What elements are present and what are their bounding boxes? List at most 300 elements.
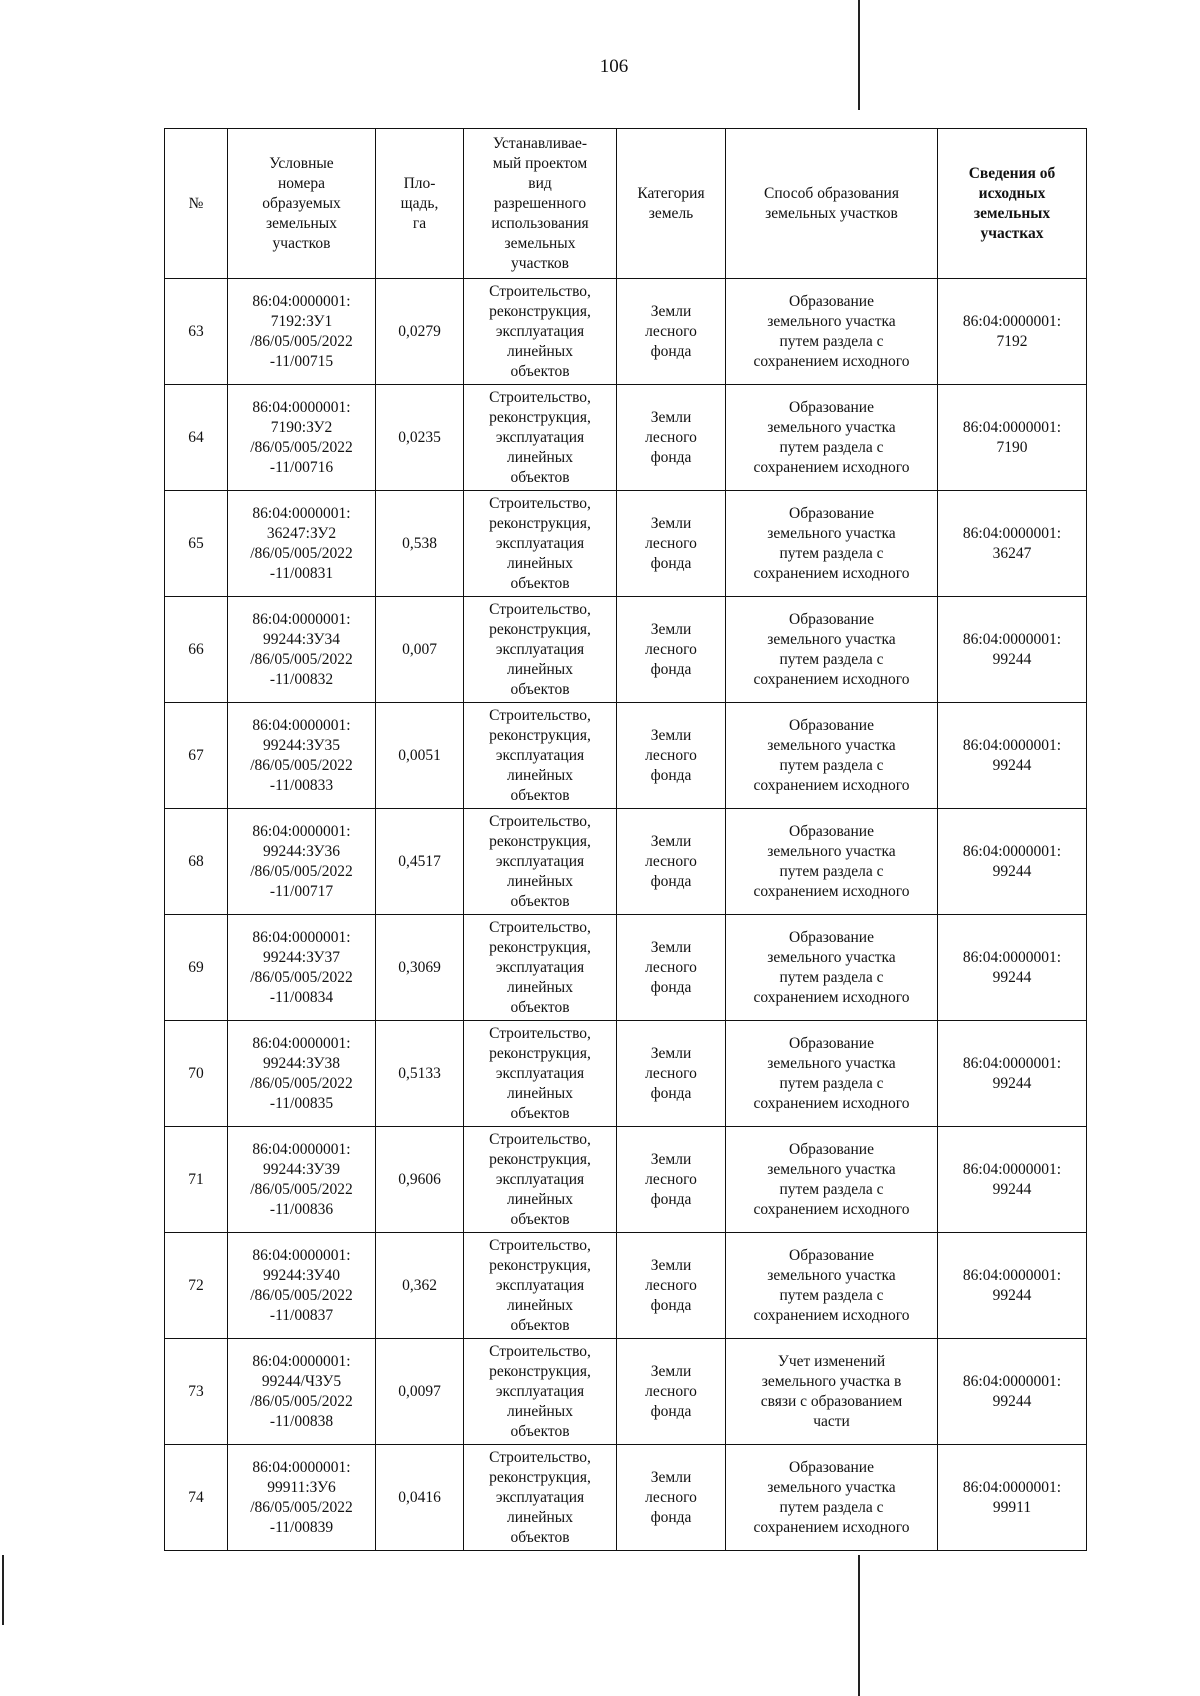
cell-line: Образование — [789, 1458, 874, 1476]
cell-land-category — [617, 1233, 726, 1339]
cell-conditional-number — [228, 1021, 376, 1127]
cell-line: лесного — [645, 428, 697, 446]
table-row — [165, 915, 1087, 1021]
cell-line: эксплуатация — [495, 1382, 585, 1400]
cell-line: использования — [491, 214, 589, 232]
cell-line: 86:04:0000001: — [962, 524, 1062, 542]
cell-line: лесного — [645, 958, 697, 976]
cell-line: Образование — [789, 1246, 874, 1264]
cell-number: 72 — [165, 1233, 228, 1339]
cell-area: 0,0416 — [376, 1445, 464, 1551]
cell-source-parcel — [938, 385, 1087, 491]
land-parcels-table — [164, 128, 1087, 1551]
cell-line: фонда — [650, 1190, 692, 1208]
cell-line: земельных — [266, 214, 337, 232]
cell-number: 74 — [165, 1445, 228, 1551]
cell-line: линейных — [507, 342, 573, 360]
cell-line: фонда — [650, 1296, 692, 1314]
cell-line: 99244 — [992, 1074, 1032, 1092]
cell-line: лесного — [645, 534, 697, 552]
table-row — [165, 491, 1087, 597]
cell-line: -11/00834 — [269, 988, 334, 1006]
cell-line: 86:04:0000001: — [962, 312, 1062, 330]
cell-line: Земли — [650, 938, 692, 956]
cell-line: Земли — [650, 302, 692, 320]
cell-line: щадь, — [400, 194, 439, 212]
cell-line: 99244:ЗУ37 — [263, 948, 340, 966]
cell-area: 0,362 — [376, 1233, 464, 1339]
cell-land-category — [617, 809, 726, 915]
cell-conditional-number — [228, 491, 376, 597]
cell-line: 86:04:0000001: — [962, 1478, 1062, 1496]
cell-line: 86:04:0000001: — [252, 504, 351, 522]
cell-line: земельного участка — [767, 524, 896, 542]
cell-line: 7192 — [996, 332, 1028, 350]
cell-conditional-number — [228, 385, 376, 491]
cell-conditional-number — [228, 597, 376, 703]
cell-line: сохранением исходного — [753, 352, 910, 370]
header-conditional-numbers — [228, 129, 376, 279]
cell-land-category — [617, 1445, 726, 1551]
cell-line: вид — [528, 174, 552, 192]
cell-formation-method — [726, 915, 938, 1021]
cell-line: /86/05/005/2022 — [250, 862, 353, 880]
cell-formation-method — [726, 597, 938, 703]
header-formation-method — [726, 129, 938, 279]
cell-line: /86/05/005/2022 — [250, 332, 353, 350]
cell-conditional-number — [228, 703, 376, 809]
cell-line: Земли — [650, 726, 692, 744]
cell-line: эксплуатация — [495, 958, 585, 976]
cell-number: 70 — [165, 1021, 228, 1127]
cell-line: сохранением исходного — [753, 988, 910, 1006]
cell-source-parcel — [938, 1021, 1087, 1127]
cell-line: Устанавливае- — [492, 134, 588, 152]
cell-land-category — [617, 1021, 726, 1127]
cell-line: линейных — [507, 448, 573, 466]
cell-line: 86:04:0000001: — [252, 1140, 351, 1158]
cell-line: Строительство, — [489, 1448, 591, 1466]
cell-line: земельного участка — [767, 418, 896, 436]
cell-line: земельных участков — [765, 204, 898, 222]
cell-line: земельного участка — [767, 1054, 896, 1072]
table-row — [165, 279, 1087, 385]
cell-line: 86:04:0000001: — [962, 948, 1062, 966]
cell-land-category — [617, 915, 726, 1021]
cell-line: Земли — [650, 1256, 692, 1274]
cell-land-category — [617, 597, 726, 703]
cell-line: реконструкция, — [489, 832, 591, 850]
cell-line: Образование — [789, 398, 874, 416]
cell-line: лесного — [645, 1064, 697, 1082]
cell-line: фонда — [650, 660, 692, 678]
cell-line: фонда — [650, 978, 692, 996]
cell-number: 63 — [165, 279, 228, 385]
cell-area: 0,007 — [376, 597, 464, 703]
cell-line: сохранением исходного — [753, 1200, 910, 1218]
cell-line: 86:04:0000001: — [962, 418, 1062, 436]
page-number: 106 — [599, 56, 629, 77]
cell-line: реконструкция, — [489, 1256, 591, 1274]
cell-line: Образование — [789, 1034, 874, 1052]
cell-line: /86/05/005/2022 — [250, 756, 353, 774]
cell-line: эксплуатация — [495, 852, 585, 870]
cell-line: путем раздела с — [779, 1498, 884, 1516]
cell-line: /86/05/005/2022 — [250, 1074, 353, 1092]
cell-line: Учет изменений — [777, 1352, 886, 1370]
cell-line: лесного — [645, 1276, 697, 1294]
cell-line: сохранением исходного — [753, 882, 910, 900]
cell-line: 99911 — [992, 1498, 1032, 1516]
cell-line: 86:04:0000001: — [962, 1372, 1062, 1390]
table-row — [165, 1127, 1087, 1233]
cell-line: эксплуатация — [495, 428, 585, 446]
cell-line: 99911:ЗУ6 — [267, 1478, 336, 1496]
cell-formation-method — [726, 279, 938, 385]
cell-line: Земли — [650, 832, 692, 850]
cell-line: лесного — [645, 1488, 697, 1506]
cell-line: 99244 — [992, 650, 1032, 668]
cell-conditional-number — [228, 1445, 376, 1551]
cell-line: 86:04:0000001: — [962, 630, 1062, 648]
cell-land-category — [617, 491, 726, 597]
cell-line: -11/00832 — [269, 670, 334, 688]
cell-line: линейных — [507, 1084, 573, 1102]
cell-formation-method — [726, 491, 938, 597]
cell-number: 65 — [165, 491, 228, 597]
cell-line: образуемых — [262, 194, 341, 212]
table-row — [165, 1339, 1087, 1445]
cell-number: 67 — [165, 703, 228, 809]
cell-line: 86:04:0000001: — [962, 1160, 1062, 1178]
cell-line: Строительство, — [489, 388, 591, 406]
header-land-category — [617, 129, 726, 279]
cell-line: реконструкция, — [489, 302, 591, 320]
table-header-row — [165, 129, 1087, 279]
cell-line: Строительство, — [489, 1024, 591, 1042]
cell-line: 86:04:0000001: — [252, 1034, 351, 1052]
cell-line: земельного участка — [767, 630, 896, 648]
cell-permitted-use — [464, 1233, 617, 1339]
cell-line: Строительство, — [489, 282, 591, 300]
cell-line: путем раздела с — [779, 1286, 884, 1304]
cell-line: реконструкция, — [489, 514, 591, 532]
cell-line: 7192:ЗУ1 — [270, 312, 333, 330]
cell-line: Строительство, — [489, 1236, 591, 1254]
cell-line: 86:04:0000001: — [962, 1054, 1062, 1072]
cell-line: линейных — [507, 766, 573, 784]
cell-line: эксплуатация — [495, 1488, 585, 1506]
cell-line: -11/00715 — [269, 352, 334, 370]
cell-line: сохранением исходного — [753, 564, 910, 582]
cell-formation-method — [726, 809, 938, 915]
cell-line: объектов — [510, 892, 570, 910]
cell-formation-method — [726, 1445, 938, 1551]
cell-line: /86/05/005/2022 — [250, 1286, 353, 1304]
cell-line: линейных — [507, 660, 573, 678]
cell-line: лесного — [645, 1382, 697, 1400]
cell-line: эксплуатация — [495, 1064, 585, 1082]
cell-line: 99244 — [992, 862, 1032, 880]
cell-line: реконструкция, — [489, 1468, 591, 1486]
cell-line: Земли — [650, 1044, 692, 1062]
table-row — [165, 597, 1087, 703]
cell-line: 86:04:0000001: — [252, 292, 351, 310]
cell-line: реконструкция, — [489, 726, 591, 744]
cell-line: земельного участка — [767, 842, 896, 860]
cell-line: Земли — [650, 514, 692, 532]
cell-line: 36247:ЗУ2 — [266, 524, 337, 542]
cell-line: объектов — [510, 786, 570, 804]
cell-line: Земли — [650, 1468, 692, 1486]
cell-line: 99244:ЗУ40 — [263, 1266, 340, 1284]
cell-line: сохранением исходного — [753, 458, 910, 476]
cell-source-parcel — [938, 279, 1087, 385]
cell-line: линейных — [507, 1190, 573, 1208]
cell-line: реконструкция, — [489, 1150, 591, 1168]
cell-line: объектов — [510, 680, 570, 698]
table-row — [165, 809, 1087, 915]
cell-line: путем раздела с — [779, 1074, 884, 1092]
cell-area: 0,0051 — [376, 703, 464, 809]
cell-line: путем раздела с — [779, 756, 884, 774]
cell-line: объектов — [510, 1528, 570, 1546]
cell-line: фонда — [650, 1402, 692, 1420]
cell-line: объектов — [510, 998, 570, 1016]
cell-line: -11/00835 — [269, 1094, 334, 1112]
table-row — [165, 703, 1087, 809]
cell-line: эксплуатация — [495, 322, 585, 340]
cell-line: 86:04:0000001: — [252, 1458, 351, 1476]
cell-number: 68 — [165, 809, 228, 915]
cell-conditional-number — [228, 1233, 376, 1339]
cell-line: путем раздела с — [779, 1180, 884, 1198]
cell-line: /86/05/005/2022 — [250, 1392, 353, 1410]
cell-line: 7190:ЗУ2 — [270, 418, 333, 436]
cell-line: линейных — [507, 872, 573, 890]
cell-line: земельного участка — [767, 1478, 896, 1496]
cell-permitted-use — [464, 385, 617, 491]
cell-line: участках — [980, 224, 1044, 242]
cell-line: номера — [277, 174, 326, 192]
cell-line: объектов — [510, 1210, 570, 1228]
cell-land-category — [617, 279, 726, 385]
cell-number: 69 — [165, 915, 228, 1021]
cell-line: 7190 — [996, 438, 1028, 456]
cell-line: Образование — [789, 610, 874, 628]
cell-line: /86/05/005/2022 — [250, 1180, 353, 1198]
cell-line: -11/00838 — [269, 1412, 334, 1430]
cell-line: Образование — [789, 822, 874, 840]
table-row — [165, 1233, 1087, 1339]
cell-source-parcel — [938, 597, 1087, 703]
cell-area: 0,5133 — [376, 1021, 464, 1127]
cell-line: 86:04:0000001: — [962, 736, 1062, 754]
cell-line: линейных — [507, 1508, 573, 1526]
cell-line: лесного — [645, 746, 697, 764]
scan-edge-line-bottom — [858, 1555, 860, 1696]
cell-line: земель — [648, 204, 694, 222]
cell-source-parcel — [938, 491, 1087, 597]
cell-line: 86:04:0000001: — [962, 1266, 1062, 1284]
cell-conditional-number — [228, 1339, 376, 1445]
cell-line: земельного участка — [767, 736, 896, 754]
cell-area: 0,9606 — [376, 1127, 464, 1233]
cell-line: -11/00831 — [269, 564, 334, 582]
cell-line: реконструкция, — [489, 620, 591, 638]
cell-line: -11/00716 — [269, 458, 334, 476]
cell-land-category — [617, 1339, 726, 1445]
cell-line: Образование — [789, 928, 874, 946]
cell-area: 0,4517 — [376, 809, 464, 915]
header-source-parcels — [938, 129, 1087, 279]
cell-line: 99244:ЗУ38 — [263, 1054, 340, 1072]
cell-line: 86:04:0000001: — [252, 1246, 351, 1264]
cell-line: Земли — [650, 620, 692, 638]
cell-line: Образование — [789, 504, 874, 522]
cell-line: разрешенного — [493, 194, 587, 212]
cell-permitted-use — [464, 279, 617, 385]
cell-line: 86:04:0000001: — [252, 928, 351, 946]
cell-line: фонда — [650, 766, 692, 784]
cell-line: земельных — [973, 204, 1051, 222]
cell-area: 0,0279 — [376, 279, 464, 385]
cell-land-category — [617, 703, 726, 809]
cell-line: части — [813, 1412, 850, 1430]
cell-line: 99244/ЧЗУ5 — [261, 1372, 342, 1390]
cell-line: фонда — [650, 342, 692, 360]
cell-line: реконструкция, — [489, 1362, 591, 1380]
cell-line: мый проектом — [492, 154, 588, 172]
cell-line: линейных — [507, 1402, 573, 1420]
cell-line: Условные — [269, 154, 334, 172]
cell-line: /86/05/005/2022 — [250, 544, 353, 562]
cell-line: линейных — [507, 554, 573, 572]
cell-area: 0,0097 — [376, 1339, 464, 1445]
scan-edge-line-left — [2, 1555, 4, 1625]
cell-permitted-use — [464, 491, 617, 597]
cell-line: объектов — [510, 574, 570, 592]
cell-line: Образование — [789, 292, 874, 310]
cell-line: связи с образованием — [760, 1392, 903, 1410]
cell-line: фонда — [650, 1508, 692, 1526]
cell-line: эксплуатация — [495, 746, 585, 764]
cell-line: линейных — [507, 978, 573, 996]
cell-line: № — [188, 194, 204, 212]
cell-formation-method — [726, 1021, 938, 1127]
cell-line: объектов — [510, 1422, 570, 1440]
cell-line: путем раздела с — [779, 544, 884, 562]
cell-line: -11/00839 — [269, 1518, 334, 1536]
cell-line: -11/00837 — [269, 1306, 334, 1324]
cell-number: 73 — [165, 1339, 228, 1445]
cell-line: /86/05/005/2022 — [250, 1498, 353, 1516]
cell-source-parcel — [938, 915, 1087, 1021]
cell-area: 0,0235 — [376, 385, 464, 491]
cell-line: сохранением исходного — [753, 1518, 910, 1536]
cell-line: Пло- — [403, 174, 436, 192]
cell-formation-method — [726, 703, 938, 809]
cell-line: фонда — [650, 448, 692, 466]
cell-permitted-use — [464, 915, 617, 1021]
cell-line: 99244:ЗУ34 — [263, 630, 340, 648]
cell-line: объектов — [510, 1316, 570, 1334]
cell-line: Образование — [789, 1140, 874, 1158]
cell-line: 86:04:0000001: — [252, 716, 351, 734]
cell-line: Строительство, — [489, 812, 591, 830]
cell-line: реконструкция, — [489, 408, 591, 426]
cell-line: Строительство, — [489, 494, 591, 512]
cell-line: га — [412, 214, 427, 232]
cell-permitted-use — [464, 1339, 617, 1445]
cell-line: 99244 — [992, 1392, 1032, 1410]
table-row — [165, 385, 1087, 491]
cell-line: участков — [511, 254, 569, 272]
cell-land-category — [617, 385, 726, 491]
cell-land-category — [617, 1127, 726, 1233]
cell-conditional-number — [228, 279, 376, 385]
cell-line: сохранением исходного — [753, 776, 910, 794]
cell-line: объектов — [510, 468, 570, 486]
header-area — [376, 129, 464, 279]
cell-line: земельного участка — [767, 1160, 896, 1178]
cell-line: эксплуатация — [495, 1276, 585, 1294]
cell-line: лесного — [645, 322, 697, 340]
cell-line: реконструкция, — [489, 938, 591, 956]
cell-line: эксплуатация — [495, 1170, 585, 1188]
table-body — [165, 279, 1087, 1551]
cell-line: лесного — [645, 640, 697, 658]
cell-line: Строительство, — [489, 1130, 591, 1148]
cell-line: сохранением исходного — [753, 1094, 910, 1112]
cell-line: путем раздела с — [779, 862, 884, 880]
cell-line: 36247 — [992, 544, 1032, 562]
cell-formation-method — [726, 1233, 938, 1339]
cell-line: -11/00836 — [269, 1200, 334, 1218]
cell-line: 99244 — [992, 1180, 1032, 1198]
cell-number: 66 — [165, 597, 228, 703]
cell-source-parcel — [938, 1233, 1087, 1339]
cell-line: 99244:ЗУ39 — [263, 1160, 340, 1178]
cell-line: 99244 — [992, 756, 1032, 774]
cell-line: 99244 — [992, 968, 1032, 986]
cell-conditional-number — [228, 1127, 376, 1233]
cell-line: земельных — [504, 234, 576, 252]
cell-permitted-use — [464, 1021, 617, 1127]
cell-line: объектов — [510, 362, 570, 380]
cell-line: 99244:ЗУ36 — [263, 842, 340, 860]
cell-line: 86:04:0000001: — [252, 398, 351, 416]
cell-number: 64 — [165, 385, 228, 491]
cell-source-parcel — [938, 1127, 1087, 1233]
table-row — [165, 1445, 1087, 1551]
header-permitted-use — [464, 129, 617, 279]
cell-permitted-use — [464, 1445, 617, 1551]
cell-formation-method — [726, 385, 938, 491]
cell-source-parcel — [938, 809, 1087, 915]
cell-line: Образование — [789, 716, 874, 734]
cell-line: 99244:ЗУ35 — [263, 736, 340, 754]
cell-permitted-use — [464, 703, 617, 809]
cell-line: лесного — [645, 852, 697, 870]
cell-line: /86/05/005/2022 — [250, 438, 353, 456]
table-row — [165, 1021, 1087, 1127]
header-num — [165, 129, 228, 279]
cell-line: объектов — [510, 1104, 570, 1122]
cell-formation-method — [726, 1127, 938, 1233]
cell-line: 86:04:0000001: — [252, 610, 351, 628]
cell-line: фонда — [650, 1084, 692, 1102]
